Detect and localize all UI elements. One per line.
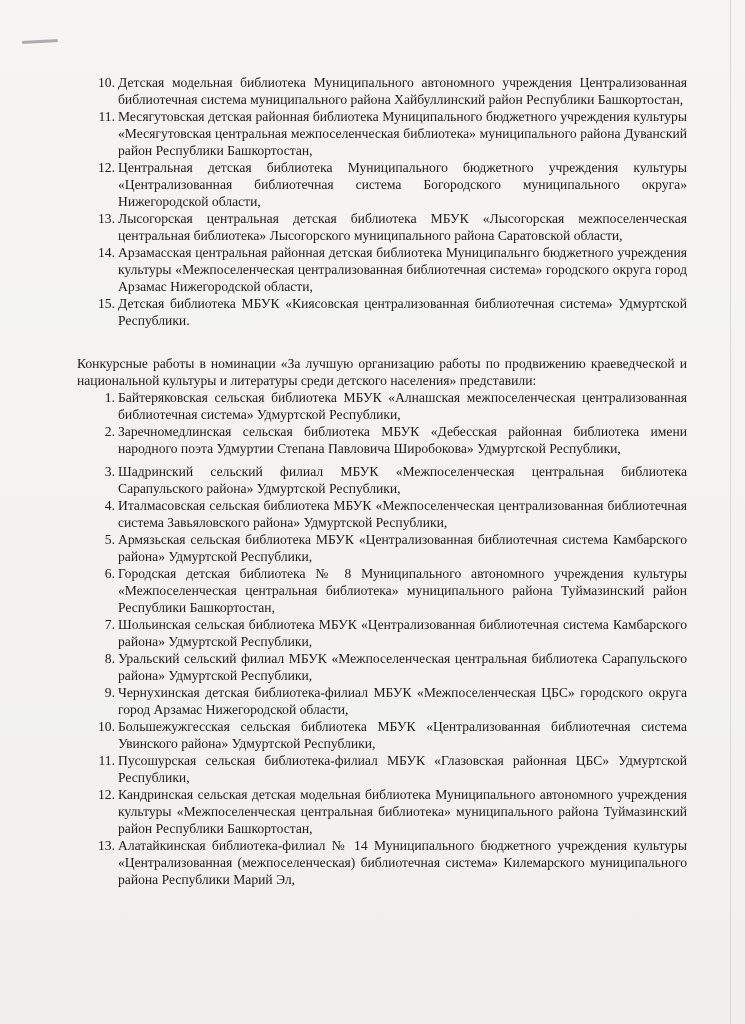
list-item: 7. Шольинская сельская библиотека МБУК «Централизованная библиотечная система Камбарского района» Удмуртской Республики, — [104, 617, 687, 649]
list-item-text: Пусошурская сельская библиотека-филиал МБУК «Глазовская районная ЦБС» Удмуртской Республики, — [118, 753, 687, 785]
list-item: 1. Байтеряковская сельская библиотека МБУК «Алнашская межпоселенческая централизованная библиотечная система» Удмуртской Республики, — [104, 390, 687, 422]
libraries-list-continued — [77, 74, 687, 329]
list-item: 5. Армязьская сельская библиотека МБУК «Централизованная библиотечная система Камбарского района» Удмуртской Республики, — [104, 532, 687, 564]
list-item-text: Арзамасская центральная районная детская библиотека Муниципальнго бюджетного учреждения культуры «Межпоселенческая централизованная библиотечная система» городского округа город Арзамас Нижегородской области, — [118, 245, 687, 294]
list-item-text: Центральная детская библиотека Муниципального бюджетного учреждения культуры «Централизованная библиотечная система Богородского муниципального округа» Нижегородской области, — [118, 160, 687, 209]
list-item: 2. Заречномедлинская сельская библиотека МБУК «Дебесская районная библиотека имени народного поэта Удмуртии Степана Павловича Широбокова» Удмуртской Республики, — [104, 424, 687, 456]
document-body — [77, 74, 687, 888]
list-item: 10. Детская модельная библиотека Муниципального автономного учреждения Централизованная библиотечная система муниципального района Хайбуллинский район Республики Башкортостан, — [98, 75, 687, 107]
list-item-text: Детская модельная библиотека Муниципального автономного учреждения Централизованная библиотечная система муниципального района Хайбуллинский район Республики Башкортостан, — [118, 75, 687, 107]
list-item-text: Чернухинская детская библиотека-филиал МБУК «Межпоселенческая ЦБС» городского округа город Арзамас Нижегородской области, — [118, 685, 687, 717]
list-item: 14. Арзамасская центральная районная детская библиотека Муниципальнго бюджетного учреждения культуры «Межпоселенческая централизованная библиотечная система» городского округа город Арзамас Нижегородской области, — [98, 245, 687, 294]
list-item-text: Уральский сельский филиал МБУК «Межпоселенческая центральная библиотека Сарапульского района» Удмуртской Республики, — [118, 651, 687, 683]
page-edge — [730, 0, 731, 1024]
list-item-text: Байтеряковская сельская библиотека МБУК «Алнашская межпоселенческая централизованная библиотечная система» Удмуртской Республики, — [118, 390, 687, 422]
list-item-text: Шольинская сельская библиотека МБУК «Централизованная библиотечная система Камбарского района» Удмуртской Республики, — [118, 617, 687, 649]
nomination-paragraph: Конкурсные работы в номинации «За лучшую организацию работы по продвижению краеведческой и национальной культуры и литературы среди детского населения» представили: — [77, 356, 687, 388]
list-item: 4. Италмасовская сельская библиотека МБУК «Межпоселенческая централизованная библиотечная система Завьяловского района» Удмуртской Республики, — [104, 498, 687, 530]
list-item: 11. Пусошурская сельская библиотека-филиал МБУК «Глазовская районная ЦБС» Удмуртской Республики, — [98, 753, 687, 785]
list-item-text: Алатайкинская библиотека-филиал № 14 Муниципального бюджетного учреждения культуры «Централизованная (межпоселенческая) библиотечная система» Килемарского муниципального района Республики Марий Эл, — [118, 838, 687, 887]
list-item-text: Месягутовская детская районная библиотека Муниципального бюджетного учреждения культуры «Месягутовская центральная межпоселенческая библиотека» муниципального района Дуванский район Республики Башкортостан, — [118, 109, 687, 158]
list-item-text: Городская детская библиотека № 8 Муниципального автономного учреждения культуры «Межпоселенческая центральная библиотека» муниципального района Туймазинский район Республики Башкортостан, — [118, 566, 687, 615]
list-item: 13. Алатайкинская библиотека-филиал № 14 Муниципального бюджетного учреждения культуры «Централизованная (межпоселенческая) библиотечная система» Килемарского муниципального района Республики Марий Эл, — [98, 838, 687, 887]
list-item-text: Кандринская сельская детская модельная библиотека Муниципального автономного учреждения культуры «Межпоселенческая центральная библиотека» муниципального района Туймазинский район Республики Башкортостан, — [118, 787, 687, 836]
list-item: 3. Шадринский сельский филиал МБУК «Межпоселенческая центральная библиотека Сарапульского района» Удмуртской Республики, — [104, 464, 687, 496]
list-item: 8. Уральский сельский филиал МБУК «Межпоселенческая центральная библиотека Сарапульского района» Удмуртской Республики, — [104, 651, 687, 683]
list-item-text: Италмасовская сельская библиотека МБУК «Межпоселенческая централизованная библиотечная система Завьяловского района» Удмуртской Республики, — [118, 498, 687, 530]
list-item: 12. Центральная детская библиотека Муниципального бюджетного учреждения культуры «Централизованная библиотечная система Богородского муниципального округа» Нижегородской области, — [98, 160, 687, 209]
list-item-text: Детская библиотека МБУК «Киясовская централизованная библиотечная система» Удмуртской Республики. — [118, 296, 687, 328]
list-item: 15. Детская библиотека МБУК «Киясовская централизованная библиотечная система» Удмуртской Республики. — [98, 296, 687, 328]
list-item-text: Шадринский сельский филиал МБУК «Межпоселенческая центральная библиотека Сарапульского района» Удмуртской Республики, — [118, 464, 687, 496]
list-item: 12. Кандринская сельская детская модельная библиотека Муниципального автономного учреждения культуры «Межпоселенческая центральная библиотека» муниципального района Туймазинский район Республики Башкортостан, — [98, 787, 687, 836]
nomination-participants-list — [77, 389, 687, 888]
list-item-text: Армязьская сельская библиотека МБУК «Централизованная библиотечная система Камбарского района» Удмуртской Республики, — [118, 532, 687, 564]
list-item: 10. Большежужгесская сельская библиотека МБУК «Централизованная библиотечная система Увинского района» Удмуртской Республики, — [98, 719, 687, 751]
list-item: 9. Чернухинская детская библиотека-филиал МБУК «Межпоселенческая ЦБС» городского округа город Арзамас Нижегородской области, — [104, 685, 687, 717]
list-item: 13. Лысогорская центральная детская библиотека МБУК «Лысогорская межпоселенческая центральная библиотека» Лысогорского муниципального района Саратовской области, — [98, 211, 687, 243]
scan-mark — [22, 39, 58, 44]
list-item: 11. Месягутовская детская районная библиотека Муниципального бюджетного учреждения культуры «Месягутовская центральная межпоселенческая библиотека» муниципального района Дуванский район Республики Башкортостан, — [98, 109, 687, 158]
list-item-text: Заречномедлинская сельская библиотека МБУК «Дебесская районная библиотека имени народного поэта Удмуртии Степана Павловича Широбокова» Удмуртской Республики, — [118, 424, 687, 456]
list-item: 6. Городская детская библиотека № 8 Муниципального автономного учреждения культуры «Межпоселенческая центральная библиотека» муниципального района Туймазинский район Республики Башкортостан, — [104, 566, 687, 615]
list-item-text: Лысогорская центральная детская библиотека МБУК «Лысогорская межпоселенческая центральная библиотека» Лысогорского муниципального района Саратовской области, — [118, 211, 687, 243]
list-item-text: Большежужгесская сельская библиотека МБУК «Централизованная библиотечная система Увинского района» Удмуртской Республики, — [118, 719, 687, 751]
